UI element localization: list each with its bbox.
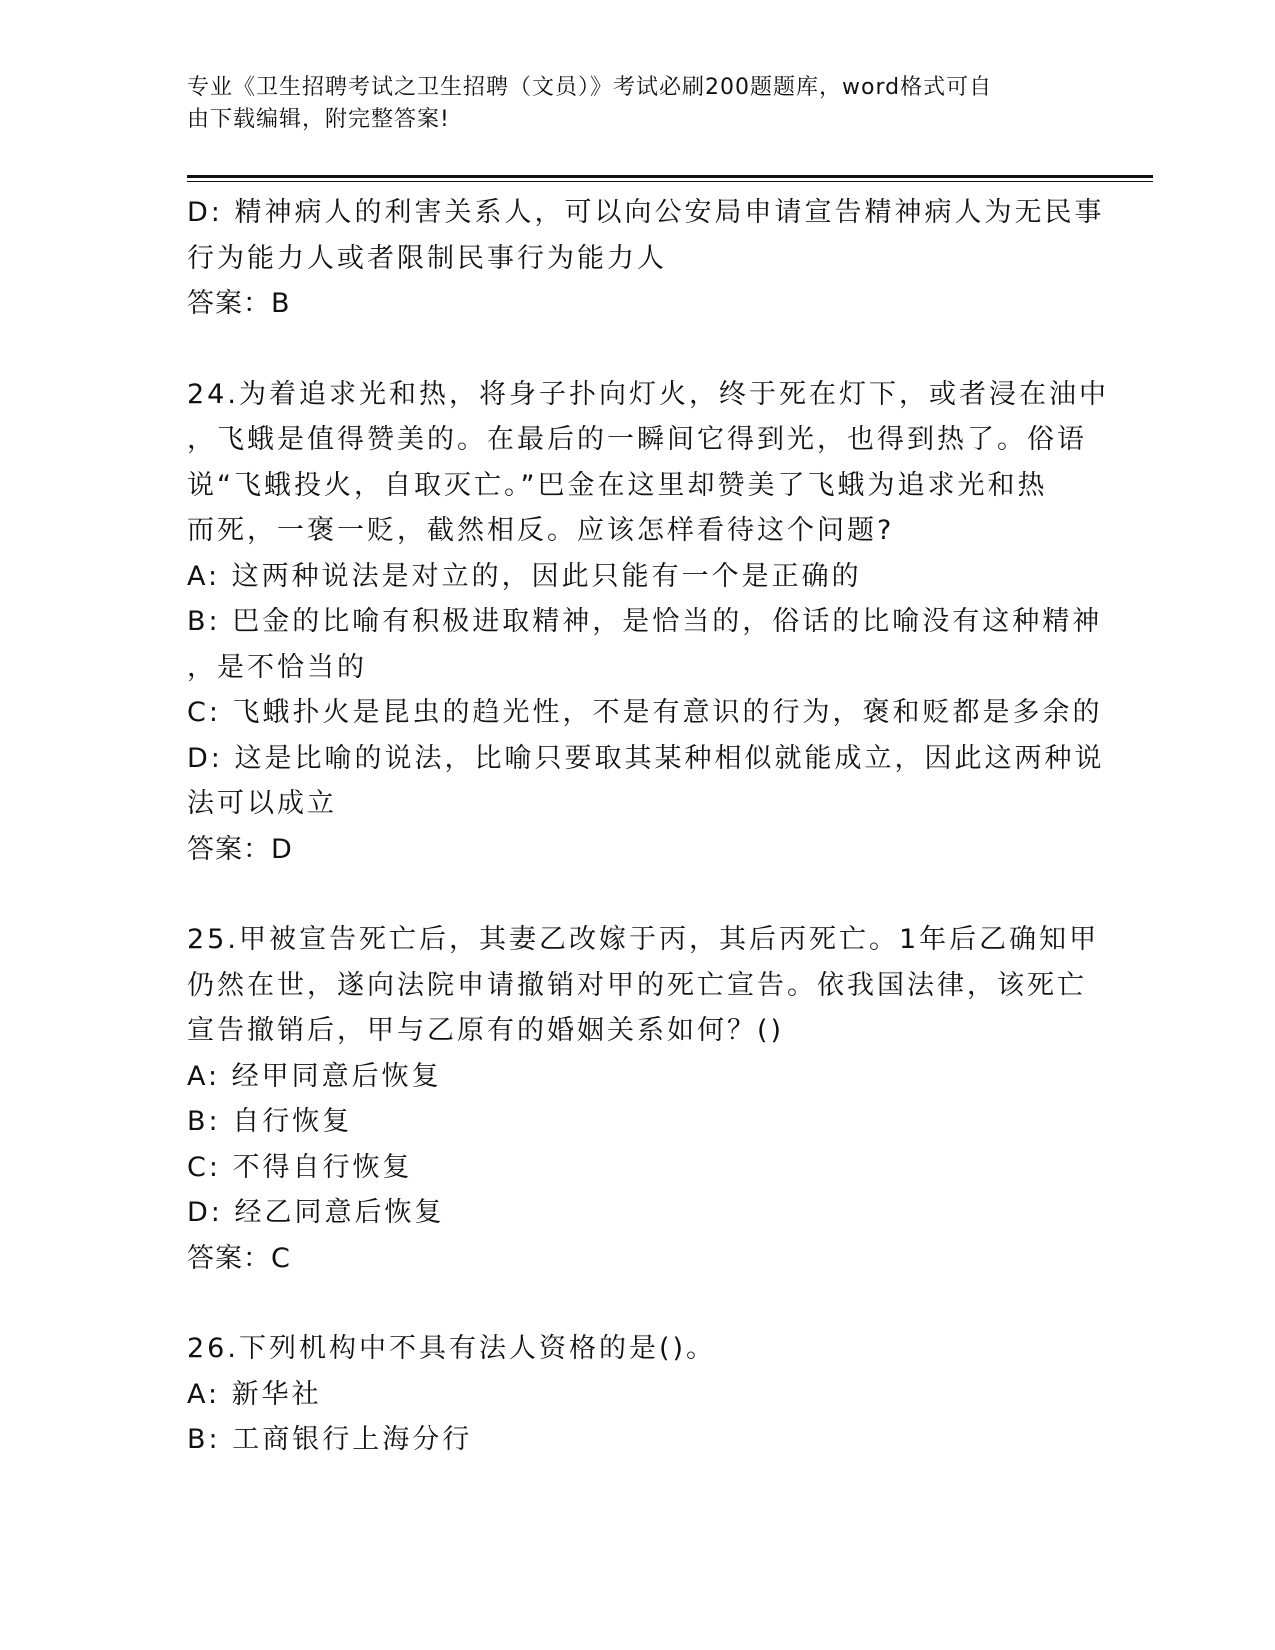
question-23-tail — [187, 190, 1105, 327]
answer-line: 答案：B — [187, 288, 291, 319]
document-body — [187, 190, 1109, 1463]
option-a-line: A: 这两种说法是对立的，因此只能有一个是正确的 — [187, 560, 862, 592]
option-a-line: A: 新华社 — [187, 1378, 322, 1410]
question-stem-line: ，飞蛾是值得赞美的。在最后的一瞬间它得到光，也得到热了。俗语 — [187, 424, 1087, 455]
option-d-line: D: 经乙同意后恢复 — [187, 1197, 445, 1228]
option-d-line: 行为能力人或者限制民事行为能力人 — [187, 242, 667, 274]
answer-line: 答案：C — [187, 1242, 291, 1274]
spacer — [187, 1281, 1067, 1326]
option-b-line: B: 工商银行上海分行 — [187, 1424, 473, 1455]
question-24 — [187, 372, 1109, 873]
option-b-line: B: 自行恢复 — [187, 1106, 353, 1137]
question-stem-line: 24.为着追求光和热，将身子扑向灯火，终于死在灯下，或者浸在油中 — [187, 378, 1109, 410]
question-stem-line: 宣告撤销后，甲与乙原有的婚姻关系如何？() — [187, 1015, 785, 1046]
option-d-line: D: 这是比喻的说法，比喻只要取其某种相似就能成立，因此这两种说 — [187, 742, 1105, 774]
option-c-line: C: 飞蛾扑火是昆虫的趋光性，不是有意识的行为，褒和贬都是多余的 — [187, 697, 1103, 728]
question-stem-line: 26.下列机构中不具有法人资格的是()。 — [187, 1333, 717, 1364]
option-b-line: B: 巴金的比喻有积极进取精神，是恰当的，俗话的比喻没有这种精神 — [187, 606, 1103, 637]
question-stem-line: 说“飞蛾投火，自取灭亡。”巴金在这里却赞美了飞蛾为追求光和热 — [187, 469, 1048, 501]
answer-line: 答案：D — [187, 833, 293, 865]
document-header — [187, 72, 1067, 136]
question-stem-line: 而死，一褒一贬，截然相反。应该怎样看待这个问题? — [187, 515, 895, 546]
question-25 — [187, 917, 1100, 1281]
header-line-2: 由下载编辑，附完整答案! — [187, 107, 450, 132]
option-d-line: D: 精神病人的利害关系人，可以向公安局申请宣告精神病人为无民事 — [187, 197, 1105, 228]
spacer — [187, 872, 1067, 917]
question-26 — [187, 1326, 1067, 1463]
option-b-line: ，是不恰当的 — [187, 651, 367, 683]
header-divider — [187, 175, 1153, 178]
question-stem-line: 25.甲被宣告死亡后，其妻乙改嫁于丙，其后丙死亡。1年后乙确知甲 — [187, 924, 1100, 955]
spacer — [187, 327, 1067, 372]
question-stem-line: 仍然在世，遂向法院申请撤销对甲的死亡宣告。依我国法律，该死亡 — [187, 969, 1087, 1001]
option-c-line: C: 不得自行恢复 — [187, 1151, 413, 1183]
header-line-1: 专业《卫生招聘考试之卫生招聘（文员）》考试必刷200题题库，word格式可自 — [187, 75, 993, 100]
option-a-line: A: 经甲同意后恢复 — [187, 1060, 442, 1092]
option-d-line: 法可以成立 — [187, 788, 337, 819]
